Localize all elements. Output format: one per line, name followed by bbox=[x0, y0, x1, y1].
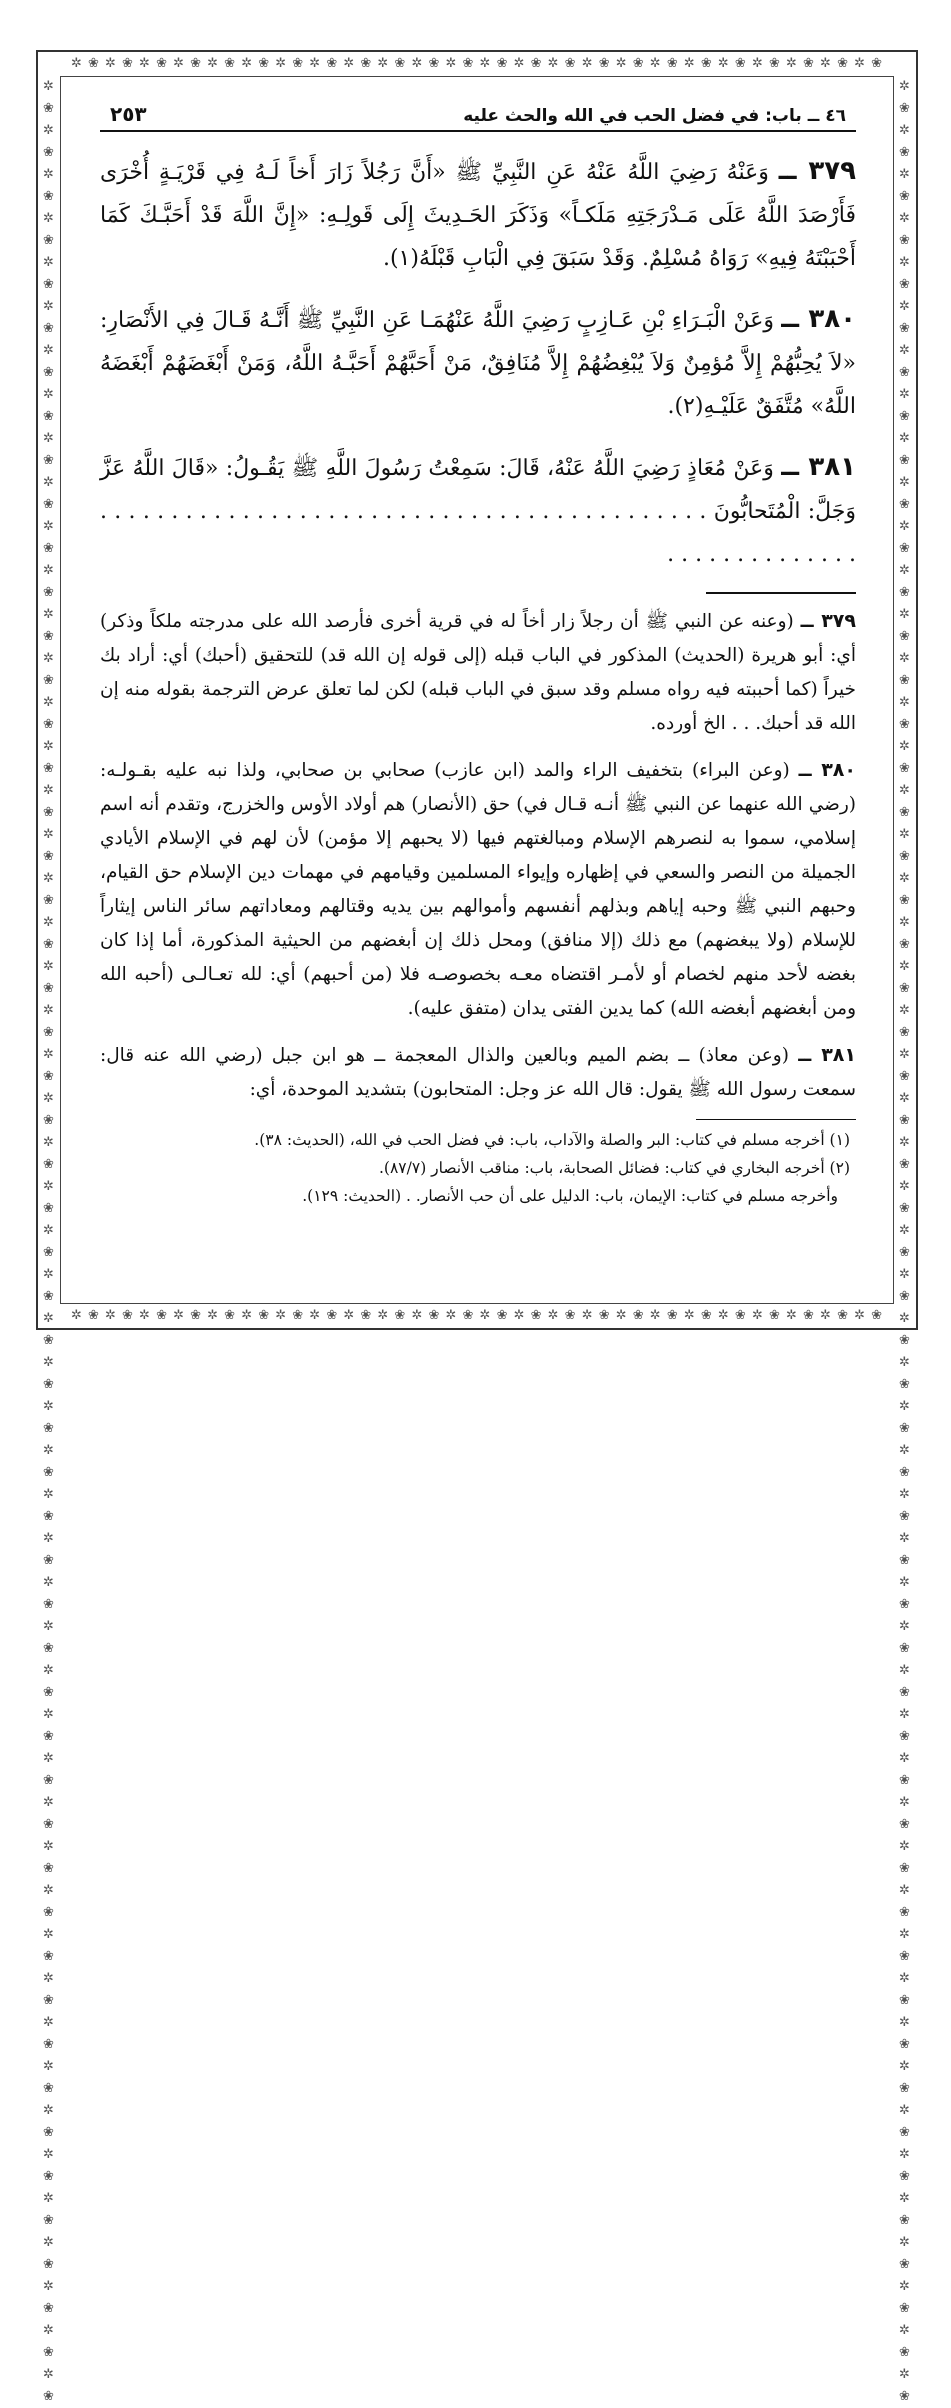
commentary-text: (وعنه عن النبي ﷺ أن رجلاً زار أخاً له في قرية أخرى فأرصد الله على مدرجته ملكاً وذكر) أي: أبو هريرة (الحديث) المذكور في الباب قبله (إلى قوله إن الله قد) للتحقيق (أحبك) أي: أراد بك خيراً (كما أحببته فيه رواه مسلم وقد سبق في الباب قبله) لكن لما تعلق عرض الترجمة بقوله منه إن الله قد أحبك. . . الخ أورده. bbox=[100, 611, 856, 734]
hadith-text: وَعَنْ الْبَـرَاءِ بْنِ عَـازِبٍ رَضِيَ اللَّهُ عَنْهُمَـا عَنِ النَّبِيِّ ﷺ أَنَّـهُ قَـالَ فِي الأَنْصَارِ: «لاَ يُحِبُّهُمْ إِلاَّ مُؤمِنٌ وَلاَ يُبْغِضُهُمْ إِلاَّ مُنَافِقٌ، مَنْ أَحَبَّهُمْ أَحَبَّـهُ اللَّهُ، وَمَنْ أَبْغَضَهُمْ أَبْغَضَهُ اللَّهُ» مُتَّفَقٌ عَلَيْـهِ(٢). bbox=[100, 308, 856, 419]
page-content bbox=[100, 92, 856, 1210]
commentary-number: ٣٧٩ ــ bbox=[800, 610, 856, 632]
footnote-2-continued: وأخرجه مسلم في كتاب: الإيمان، باب: الدليل على أن حب الأنصار. . (الحديث: ١٢٩). bbox=[302, 1187, 838, 1205]
hadith-number: ٣٨١ ــ bbox=[781, 452, 856, 482]
ornament-bottom: ✲ ❀ ✲ ❀ ✲ ❀ ✲ ❀ ✲ ❀ ✲ ❀ ✲ ❀ ✲ ❀ ✲ ❀ ✲ ❀ ✲ ❀ ✲ ❀ ✲ ❀ ✲ ❀ ✲ ❀ ✲ ❀ ✲ ❀ ✲ ❀ ✲ ❀ ✲ ❀ ✲ ❀ ✲ ❀ ✲ ❀ ✲ ❀ bbox=[70, 1308, 884, 1323]
chapter-title: ٤٦ ــ باب: في فضل الحب في الله والحث عليه bbox=[463, 106, 846, 126]
footnote-1: (١) أخرجه مسلم في كتاب: البر والصلة والآداب، باب: في فضل الحب في الله، (الحديث: ٣٨). bbox=[254, 1131, 850, 1149]
commentary-number: ٣٨٠ ــ bbox=[798, 759, 856, 781]
page-number: ٢٥٣ bbox=[110, 102, 147, 126]
commentary-379 bbox=[100, 604, 856, 741]
hadith-text: وَعَنْهُ رَضِيَ اللَّهُ عَنْهُ عَنِ النَّبِيِّ ﷺ «أَنَّ رَجُلاً زَارَ أَخاً لَـهُ فِي قَرْيَـةٍ أُخْرَى فَأَرْصَدَ اللَّهُ عَلَى مَـدْرَجَتِهِ مَلَكـاً» وَذَكَرَ الحَـدِيثَ إِلَى قَولِـهِ: «إِنَّ اللَّهَ قَدْ أَحَبَّـكَ كَمَا أَحْبَبْتَهُ فِيهِ» رَوَاهُ مُسْلِمٌ. وَقَدْ سَبَقَ فِي الْبَابِ قَبْلَهُ(١). bbox=[100, 160, 856, 271]
continuation-dots: . . . . . . . . . . . . . . . . . . . . . . . . . . . . . . . . . . . . . . . . . . . . . . . . . . . . . . . . . bbox=[100, 499, 856, 567]
footnote-separator bbox=[696, 1119, 856, 1120]
commentary-381 bbox=[100, 1038, 856, 1107]
commentary-380 bbox=[100, 753, 856, 1026]
commentary-section bbox=[100, 604, 856, 1107]
ornament-left: ✲❀✲❀✲❀✲❀✲❀✲❀✲❀✲❀✲❀✲❀✲❀✲❀✲❀✲❀✲❀✲❀✲❀✲❀✲❀✲❀✲❀✲❀✲❀✲❀✲❀✲❀✲❀✲❀✲❀✲❀✲❀✲❀✲❀✲❀✲❀✲❀✲❀✲❀✲❀✲❀✲❀✲❀✲❀✲❀✲❀✲❀✲❀✲❀✲❀✲❀✲❀✲❀✲❀ bbox=[43, 79, 55, 2404]
running-header bbox=[100, 92, 856, 132]
commentary-number: ٣٨١ ــ bbox=[798, 1044, 856, 1066]
hadith-text: وَعَنْ مُعَاذٍ رَضِيَ اللَّهُ عَنْهُ، قَالَ: سَمِعْتُ رَسُولَ اللَّهِ ﷺ يَقُـولُ: «قَالَ اللَّهُ عَزَّ وَجَلَّ: الْمُتَحابُّونَ bbox=[100, 456, 857, 524]
hadith-379 bbox=[100, 150, 856, 280]
ornament-top: ✲ ❀ ✲ ❀ ✲ ❀ ✲ ❀ ✲ ❀ ✲ ❀ ✲ ❀ ✲ ❀ ✲ ❀ ✲ ❀ ✲ ❀ ✲ ❀ ✲ ❀ ✲ ❀ ✲ ❀ ✲ ❀ ✲ ❀ ✲ ❀ ✲ ❀ ✲ ❀ ✲ ❀ ✲ ❀ ✲ ❀ ✲ ❀ bbox=[70, 56, 884, 71]
commentary-text: (وعن معاذ) ــ بضم الميم وبالعين والذال المعجمة ــ هو ابن جبل (رضي الله عنه قال: سمعت رسول الله ﷺ يقول: قال الله عز وجل: المتحابون) بتشديد الموحدة، أي: bbox=[100, 1045, 856, 1100]
commentary-text: (وعن البراء) بتخفيف الراء والمد (ابن عازب) صحابي بن صحابي، ولذا نبه عليه بقـولـه: (رضي الله عنهما عن النبي ﷺ أنـه قـال في) حق (الأنصار) هم أولاد الأوس والخزرج، وتقدم أنه اسم إسلامي، سموا به لنصرهم الإسلام ومبالغتهم فيها (لا يحبهم إلا مؤمن) لأن لهم في الإسلام الأيادي الجميلة من النصر والسعي في إظهاره وإيواء المسلمين وقيامهم في مهمات دين الإسلام حق القيام، وحبهم النبي ﷺ وحبه إياهم وبذلهم أنفسهم وأموالهم بين يديه وقتالهم ومعاداتهم سائر الناس إيثاراً للإسلام (ولا يبغضهم) مع ذلك (إلا منافق) ومحل ذلك إن أبغضهم من الحيثية المذكورة، أما إذا كان بغضه لأحد منهم لخصام أو لأمـر اقتضاه معـه بخصوصـه فلا (من أحبهم) أي: لله تعـالـى (أحبه الله ومن أبغضهم أبغضه الله) كما يدين الفتى يدان (متفق عليه). bbox=[100, 760, 856, 1019]
hadith-number: ٣٨٠ ــ bbox=[781, 304, 857, 334]
ornament-right: ✲❀✲❀✲❀✲❀✲❀✲❀✲❀✲❀✲❀✲❀✲❀✲❀✲❀✲❀✲❀✲❀✲❀✲❀✲❀✲❀✲❀✲❀✲❀✲❀✲❀✲❀✲❀✲❀✲❀✲❀✲❀✲❀✲❀✲❀✲❀✲❀✲❀✲❀✲❀✲❀✲❀✲❀✲❀✲❀✲❀✲❀✲❀✲❀✲❀✲❀✲❀✲❀✲❀ bbox=[899, 79, 911, 2404]
hadith-381 bbox=[100, 446, 856, 576]
hadith-number: ٣٧٩ ــ bbox=[778, 156, 856, 186]
hadith-380 bbox=[100, 298, 856, 428]
commentary-separator bbox=[706, 592, 856, 594]
footnote-2: (٢) أخرجه البخاري في كتاب: فضائل الصحابة، باب: مناقب الأنصار (٨٧/٧). bbox=[379, 1159, 850, 1177]
